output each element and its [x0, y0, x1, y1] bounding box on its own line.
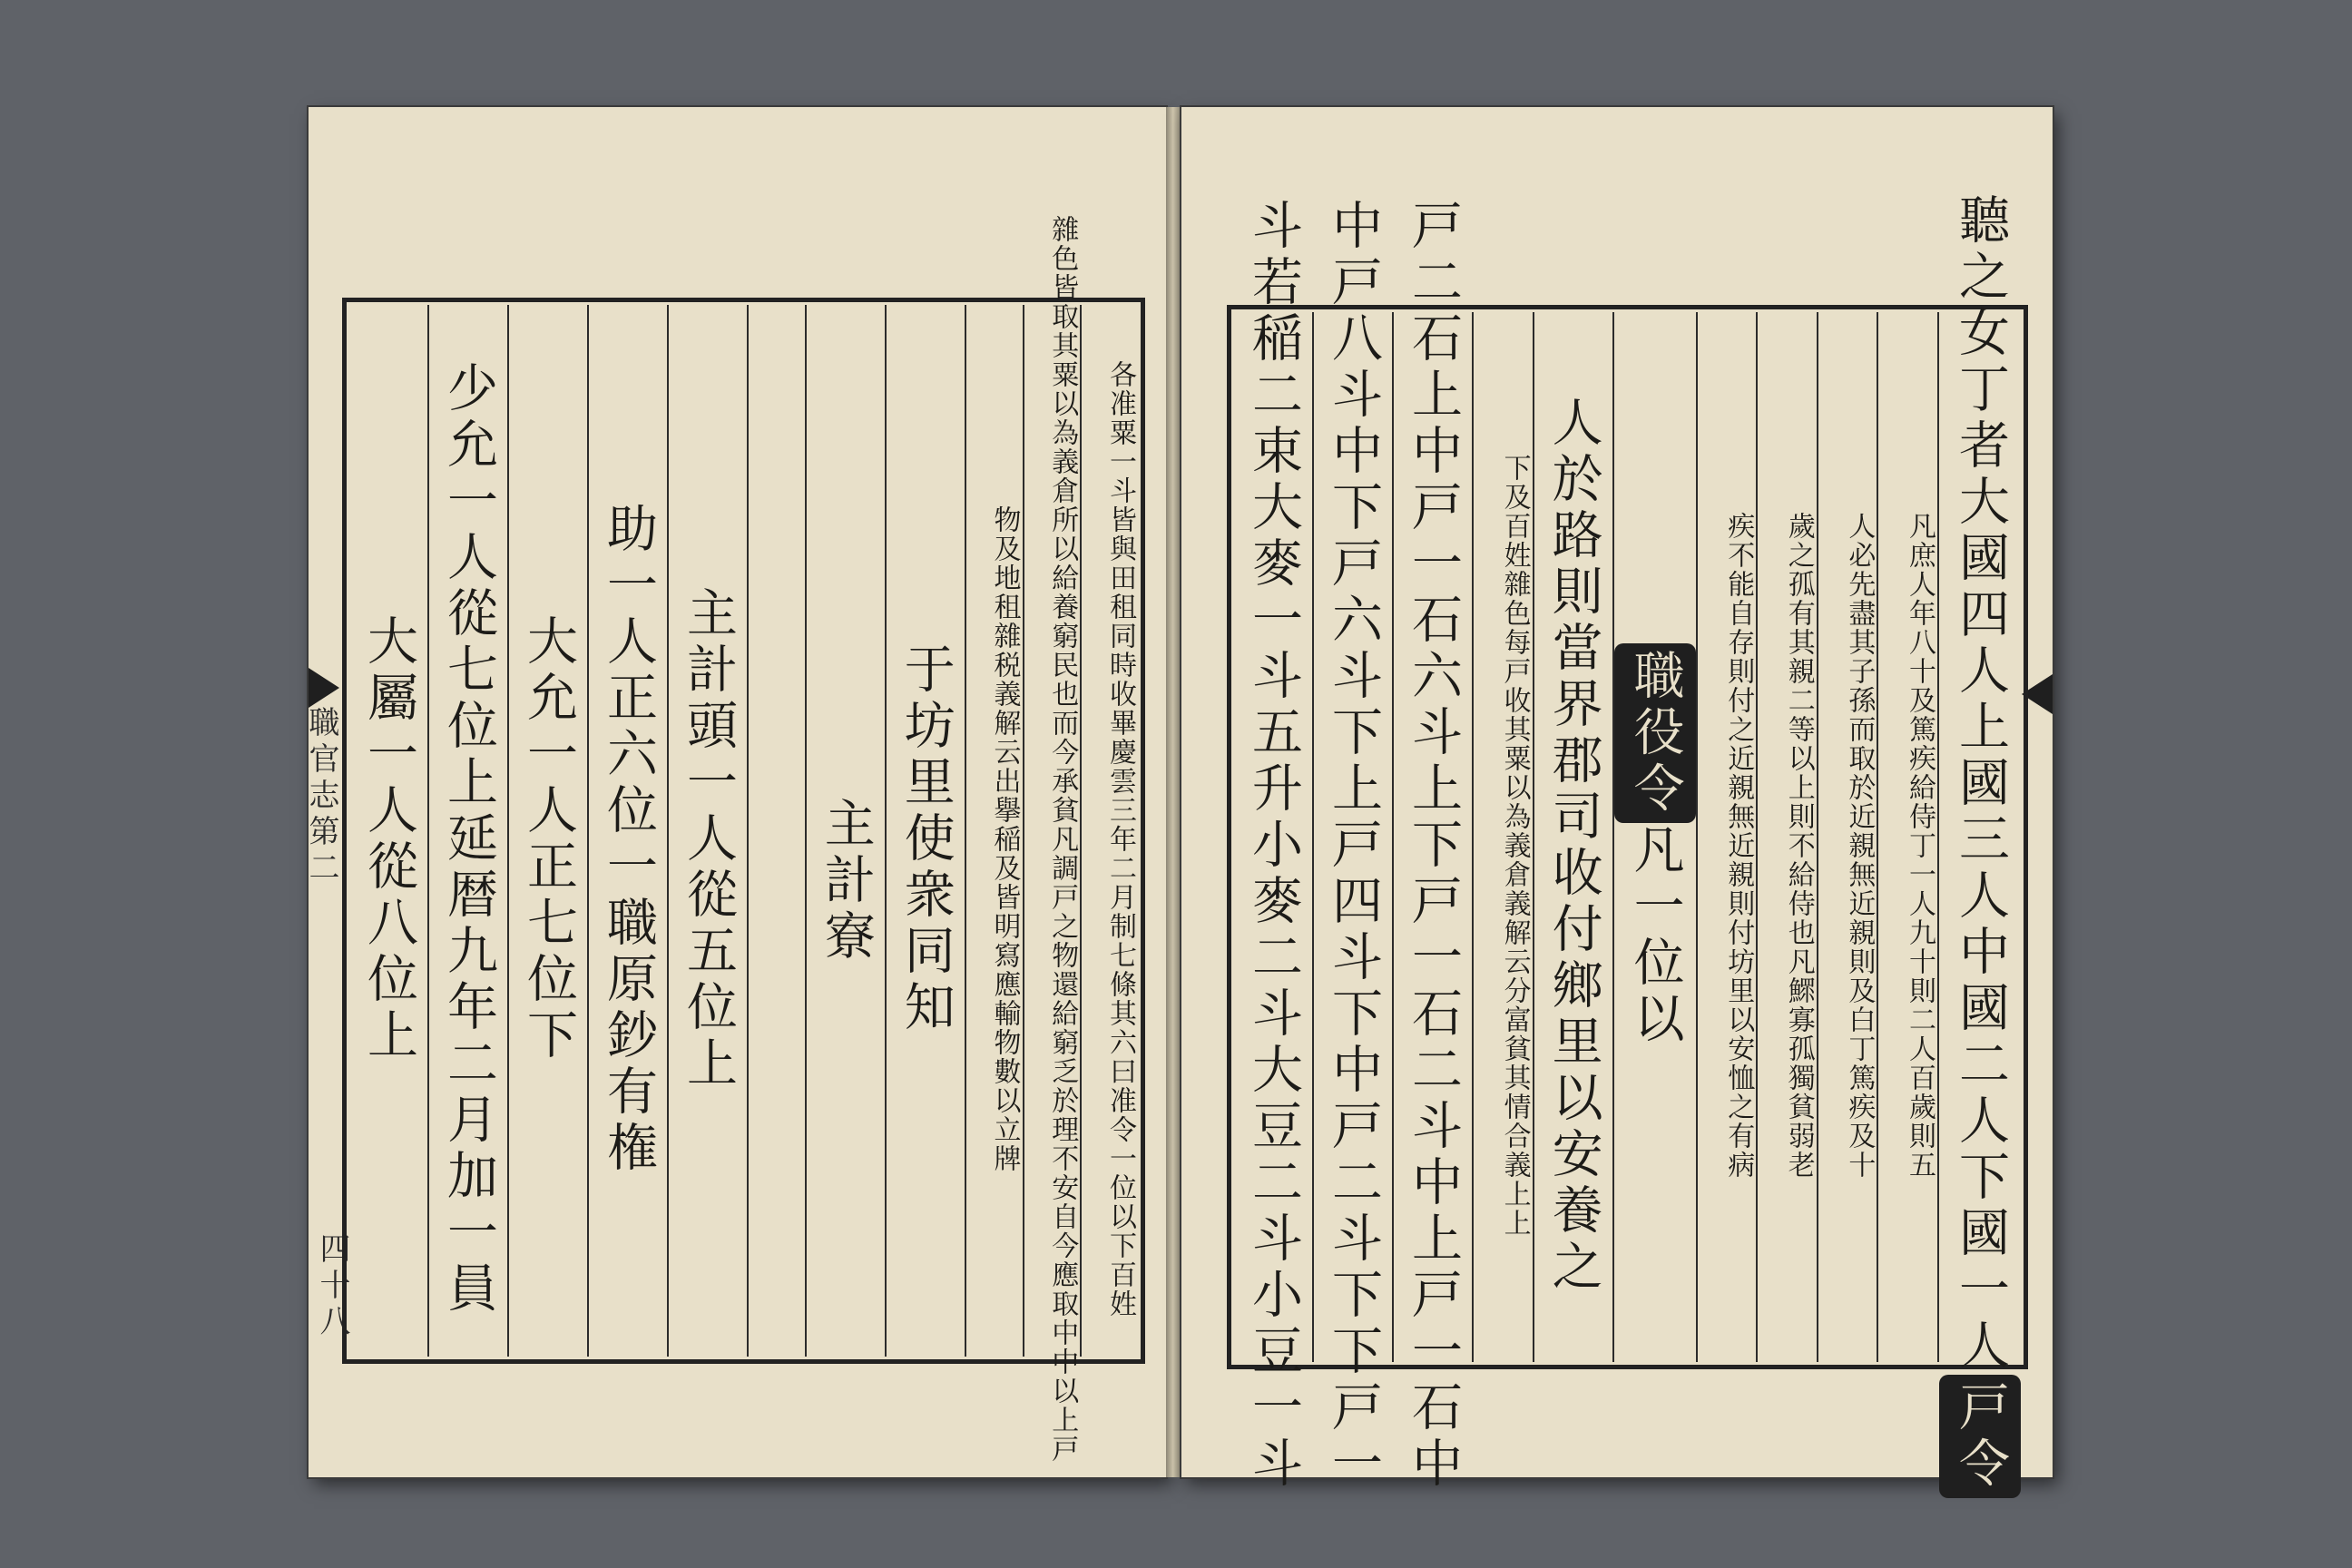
left-text-frame [342, 214, 1145, 1464]
page-number: 四十八 [314, 1232, 350, 1341]
side-title: 職官志第二 [303, 706, 339, 887]
text-column: 疾不能自存則付之近親無近親則付坊里以安恤之有病 [1696, 312, 1757, 1362]
text-column: 人於路則當界郡司收付鄉里以安養之 [1533, 312, 1612, 1362]
text-column: 少允一人從七位上延暦九年二月加一員 [427, 305, 507, 1357]
blank-column [747, 305, 805, 1357]
text-column: 各准粟一斗皆與田租同時收畢慶雲三年二月制七條其六曰准令一位以下百姓 [1080, 305, 1138, 1357]
text-column: 大允一人正七位下 [507, 305, 587, 1357]
section-heading: 主計寮 [805, 305, 885, 1357]
text-column: 人必先盡其子孫而取於近親無近親則及白丁篤疾及十 [1817, 312, 1877, 1362]
kogou-seal: 戸令 [1939, 1375, 2021, 1498]
text-column: 聽之女丁者大國四人上國三人中國二人下國一人戸令 [1937, 312, 2021, 1362]
left-page [303, 107, 1166, 1477]
text-column: 中戸八斗中下戸六斗下上戸四斗下中戸二斗下下戸一 [1312, 312, 1392, 1362]
text-column: 職役令凡一位以 [1612, 312, 1696, 1362]
text-column: 主計頭一人從五位上 [667, 305, 747, 1357]
right-page [1181, 107, 2053, 1493]
text-column: 下及百姓雜色每戸收其粟以為義倉義解云分富貧其情合義上上 [1472, 312, 1533, 1362]
shokueki-seal: 職役令 [1614, 643, 1696, 823]
text-column: 物及地租雜税義解云出擧稲及皆明寫應輸物數以立牌 [965, 305, 1023, 1357]
right-text-frame [1227, 192, 2028, 1493]
text-column: 于坊里使衆同知 [885, 305, 965, 1357]
text-column: 斗若稲二束大麥一斗五升小麥二斗大豆二斗小豆一斗 [1244, 198, 1303, 1493]
book-gutter [1166, 107, 1181, 1477]
text-column: 大屬一人從八位上 [359, 613, 418, 1064]
text-column: 凡庶人年八十及篤疾給侍丁一人九十則二人百歲則五 [1877, 312, 1937, 1362]
text-column: 助一人正六位一職原鈔有権 [587, 305, 667, 1357]
fish-tail-mark [309, 668, 339, 708]
text-column: 歲之孤有其親二等以上則不給侍也凡鰥寡孤獨貧弱老 [1756, 312, 1817, 1362]
text-column: 戸二石上中戸一石六斗上下戸一石二斗中上戸一石中 [1392, 312, 1472, 1362]
text-column: 雜色皆取其粟以為義倉所以給養窮民也而今承貧凡調戸之物還給窮乏於理不安自今應取中中以上戸 [1023, 305, 1081, 1357]
